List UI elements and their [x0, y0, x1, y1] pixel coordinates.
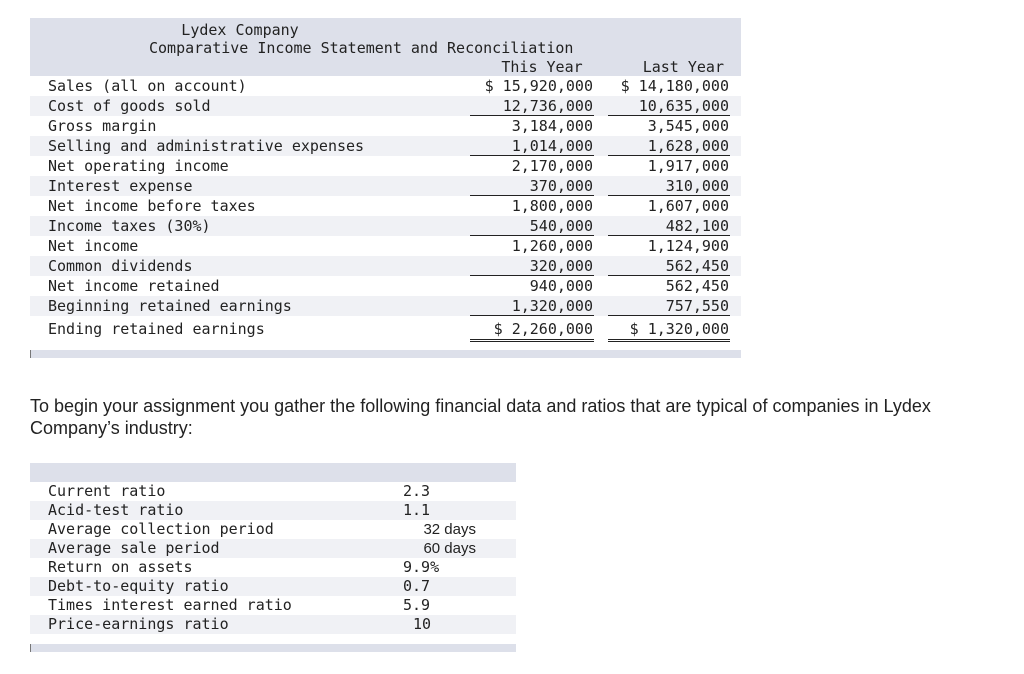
- row-label: Cost of goods sold: [48, 97, 211, 115]
- statement-row-net-income-before-taxes: [30, 196, 741, 216]
- intro-paragraph: To begin your assignment you gather the following financial data and ratios that are typical of companies in Lydex Company’s industry:: [30, 396, 931, 438]
- this-year-value: 370,000: [529, 177, 593, 195]
- ratio-row-collection-period: [30, 520, 516, 539]
- last-year-value: 1,917,000: [647, 157, 729, 175]
- ratio-row-current: [30, 482, 516, 501]
- statement-row-income-taxes: [30, 216, 741, 236]
- last-year-value: 757,550: [665, 297, 729, 315]
- ratio-value: 1.1: [403, 501, 431, 519]
- this-year-value: 3,184,000: [511, 117, 593, 135]
- last-year-value: 1,628,000: [647, 137, 729, 155]
- ratios-footer-bar: [30, 644, 516, 652]
- statement-row-gross-margin: [30, 116, 741, 136]
- statement-row-beginning-retained-earnings: [30, 296, 741, 316]
- this-year-value: $ 15,920,000: [484, 77, 593, 95]
- ratio-value: 9.9%: [403, 558, 440, 576]
- ratio-label: Average sale period: [48, 539, 220, 557]
- row-label: Beginning retained earnings: [48, 297, 292, 315]
- statement-row-net-income-retained: [30, 276, 741, 296]
- this-year-value: 1,800,000: [511, 197, 593, 215]
- statement-row-selling-admin: [30, 136, 741, 156]
- row-label: Gross margin: [48, 117, 157, 135]
- last-year-value: 1,607,000: [647, 197, 729, 215]
- industry-ratios-table: [30, 463, 516, 652]
- statement-row-ending-retained-earnings: [30, 316, 741, 342]
- row-label: Net income: [48, 237, 139, 255]
- ratio-row-return-on-assets: [30, 558, 516, 577]
- this-year-value: 1,260,000: [511, 237, 593, 255]
- ratio-value: 0.7: [403, 577, 431, 595]
- this-year-value: 1,320,000: [511, 297, 593, 315]
- column-header-this-year: This Year: [501, 58, 583, 76]
- ratio-value: 32 days: [423, 521, 476, 538]
- total-double-rule: [470, 339, 594, 342]
- statement-row-cogs: [30, 96, 741, 116]
- row-label: Net income retained: [48, 277, 220, 295]
- last-year-value: 562,450: [665, 277, 729, 295]
- ratios-header-bar: [30, 463, 516, 482]
- column-header-last-year: Last Year: [642, 58, 724, 76]
- last-year-value: 482,100: [665, 217, 729, 235]
- this-year-value: 320,000: [529, 257, 593, 275]
- row-label: Net income before taxes: [48, 197, 256, 215]
- row-label: Income taxes (30%): [48, 217, 211, 235]
- last-year-value: $ 1,320,000: [629, 320, 729, 338]
- ratios-rows: [30, 482, 516, 634]
- ratio-label: Current ratio: [48, 482, 166, 500]
- row-label: Net operating income: [48, 157, 229, 175]
- ratio-label: Times interest earned ratio: [48, 596, 292, 614]
- row-label: Ending retained earnings: [48, 320, 265, 338]
- ratio-value: 5.9: [403, 596, 431, 614]
- last-year-value: 3,545,000: [647, 117, 729, 135]
- this-year-value: 1,014,000: [511, 137, 593, 155]
- this-year-value: 2,170,000: [511, 157, 593, 175]
- last-year-value: $ 14,180,000: [620, 77, 729, 95]
- company-name: Lydex Company: [181, 21, 299, 39]
- row-label: Sales (all on account): [48, 77, 247, 95]
- statement-footer-bar: [30, 350, 741, 358]
- statement-title: Comparative Income Statement and Reconciliation: [149, 39, 574, 57]
- ratio-label: Average collection period: [48, 520, 274, 538]
- last-year-value: 10,635,000: [638, 97, 729, 115]
- statement-row-interest-expense: [30, 176, 741, 196]
- ratio-value: 60 days: [423, 540, 476, 557]
- ratio-label: Acid-test ratio: [48, 501, 184, 519]
- last-year-value: 310,000: [665, 177, 729, 195]
- ratio-label: Return on assets: [48, 558, 193, 576]
- last-year-value: 562,450: [665, 257, 729, 275]
- ratio-row-acid-test: [30, 501, 516, 520]
- statement-header: [30, 18, 741, 76]
- this-year-value: 12,736,000: [502, 97, 593, 115]
- statement-row-sales: [30, 76, 741, 96]
- statement-row-net-income: [30, 236, 741, 256]
- statement-rows: [30, 76, 741, 342]
- row-label: Interest expense: [48, 177, 193, 195]
- ratio-label: Price-earnings ratio: [48, 615, 229, 633]
- row-label: Common dividends: [48, 257, 193, 275]
- statement-row-net-operating-income: [30, 156, 741, 176]
- ratio-row-debt-to-equity: [30, 577, 516, 596]
- ratio-value: 10: [412, 615, 432, 633]
- ratio-label: Debt-to-equity ratio: [48, 577, 229, 595]
- this-year-value: 940,000: [529, 277, 593, 295]
- ratio-value: 2.3: [403, 482, 431, 500]
- ratio-row-price-earnings: [30, 615, 516, 634]
- row-label: Selling and administrative expenses: [48, 137, 365, 155]
- ratio-row-times-interest-earned: [30, 596, 516, 615]
- this-year-value: $ 2,260,000: [493, 320, 593, 338]
- statement-row-common-dividends: [30, 256, 741, 276]
- last-year-value: 1,124,900: [647, 237, 729, 255]
- income-statement: [30, 18, 741, 358]
- ratio-row-sale-period: [30, 539, 516, 558]
- total-double-rule: [608, 339, 730, 342]
- this-year-value: 540,000: [529, 217, 593, 235]
